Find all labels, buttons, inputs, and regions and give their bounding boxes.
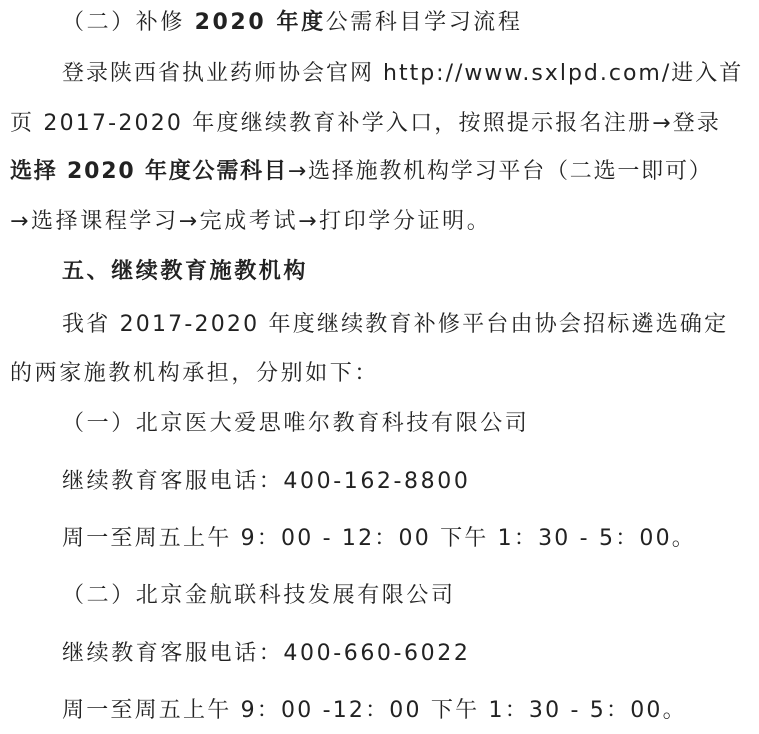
text: （二）补修 (62, 10, 195, 35)
heading-makeup-process (62, 8, 523, 38)
bold-text: 选择 2020 年度公需科目 (10, 159, 288, 184)
institution-1-phone: 继续教育客服电话：400-162-8800 (62, 469, 471, 494)
paragraph-line: 我省 2017-2020 年度继续教育补修平台由协会招标遴选确定 (62, 312, 729, 337)
institution-1-name: （一）北京医大爱思唯尔教育科技有限公司 (62, 411, 530, 436)
text: →选择施教机构学习平台（二选一即可） (287, 159, 713, 184)
section-heading: 五、继续教育施教机构 (62, 259, 309, 284)
bold-text: 2020 年度 (194, 10, 326, 35)
institution-2-phone: 继续教育客服电话：400-660-6022 (62, 641, 471, 666)
paragraph-line: 登录陕西省执业药师协会官网 http://www.sxlpd.com/进入首 (62, 61, 744, 86)
paragraph-line (10, 157, 713, 187)
institution-2-hours: 周一至周五上午 9：00 -12：00 下午 1：30 - 5：00。 (62, 698, 687, 723)
institution-1-hours: 周一至周五上午 9：00 - 12：00 下午 1：30 - 5：00。 (62, 526, 696, 551)
institution-2-name: （二）北京金航联科技发展有限公司 (62, 583, 456, 608)
paragraph-line: 的两家施教机构承担，分别如下： (10, 361, 380, 386)
text: 公需科目学习流程 (325, 10, 523, 35)
paragraph-line: 页 2017-2020 年度继续教育补学入口，按照提示报名注册→登录 (10, 111, 722, 136)
paragraph-line: →选择课程学习→完成考试→打印学分证明。 (10, 209, 492, 234)
